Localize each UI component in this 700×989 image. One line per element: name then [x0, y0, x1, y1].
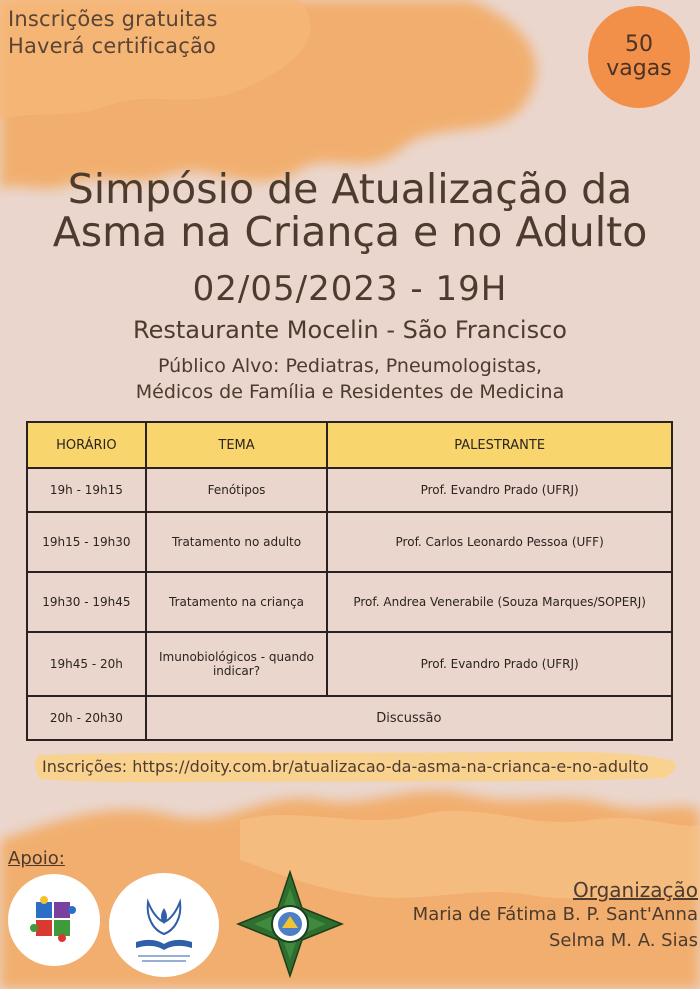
row-speaker: Prof. Evandro Prado (UFRJ): [327, 632, 672, 696]
header-topic: TEMA: [146, 422, 328, 468]
row-speaker: Prof. Andrea Venerabile (Souza Marques/SOPERJ): [327, 572, 672, 632]
liga-de-pediatria-logo: [6, 872, 102, 968]
university-center-logo: [108, 872, 220, 978]
event-title-line1: Simpósio de Atualização da: [67, 165, 633, 213]
header-notice: [8, 6, 218, 60]
event-title: [0, 165, 700, 256]
row-time: 19h - 19h15: [27, 468, 146, 512]
table-row: [27, 632, 672, 696]
organization-label: Organização: [572, 878, 698, 902]
target-audience-line2: Médicos de Família e Residentes de Medicina: [135, 381, 565, 403]
header-time: HORÁRIO: [27, 422, 146, 468]
table-row: [27, 468, 672, 512]
hands-book-icon: [108, 872, 220, 978]
target-audience: [0, 353, 700, 405]
puzzle-icon: [6, 872, 102, 968]
support-label: Apoio:: [8, 848, 65, 869]
registration-link[interactable]: Inscrições: https://doity.com.br/atualizacao-da-asma-na-crianca-e-no-adulto: [42, 757, 649, 776]
organizer-name: Selma M. A. Sias: [548, 930, 698, 951]
row-topic: Tratamento na criança: [146, 572, 328, 632]
event-title-line2: Asma na Criança e no Adulto: [52, 208, 648, 256]
organizer-name: Maria de Fátima B. P. Sant'Anna: [412, 904, 698, 925]
row-topic-line2: indicar?: [212, 664, 261, 678]
header-speaker: PALESTRANTE: [327, 422, 672, 468]
target-audience-line1: Público Alvo: Pediatras, Pneumologistas,: [157, 355, 543, 377]
cross-emblem-icon: [236, 870, 344, 978]
row-topic: Fenótipos: [146, 468, 328, 512]
certification-text: Haverá certificação: [8, 34, 217, 58]
row-time: 19h15 - 19h30: [27, 512, 146, 572]
vacancies-label: vagas: [606, 56, 672, 81]
schedule-header-row: [27, 422, 672, 468]
row-time: 19h30 - 19h45: [27, 572, 146, 632]
row-time: 19h45 - 20h: [27, 632, 146, 696]
vacancies-badge: [588, 6, 690, 108]
row-topic: Tratamento no adulto: [146, 512, 328, 572]
table-row: [27, 696, 672, 740]
row-topic-line1: Imunobiológicos - quando: [159, 650, 315, 664]
row-topic: [146, 632, 328, 696]
schedule-table: [26, 421, 673, 741]
row-discussion: Discussão: [146, 696, 672, 740]
row-speaker: Prof. Evandro Prado (UFRJ): [327, 468, 672, 512]
table-row: [27, 572, 672, 632]
event-date: 02/05/2023 - 19H: [192, 269, 508, 309]
event-venue: Restaurante Mocelin - São Francisco: [133, 316, 567, 344]
row-speaker: Prof. Carlos Leonardo Pessoa (UFF): [327, 512, 672, 572]
vacancies-number: 50: [625, 32, 653, 57]
free-registration-text: Inscrições gratuitas: [8, 7, 218, 31]
medical-cross-emblem-logo: [236, 870, 344, 978]
row-time: 20h - 20h30: [27, 696, 146, 740]
table-row: [27, 512, 672, 572]
